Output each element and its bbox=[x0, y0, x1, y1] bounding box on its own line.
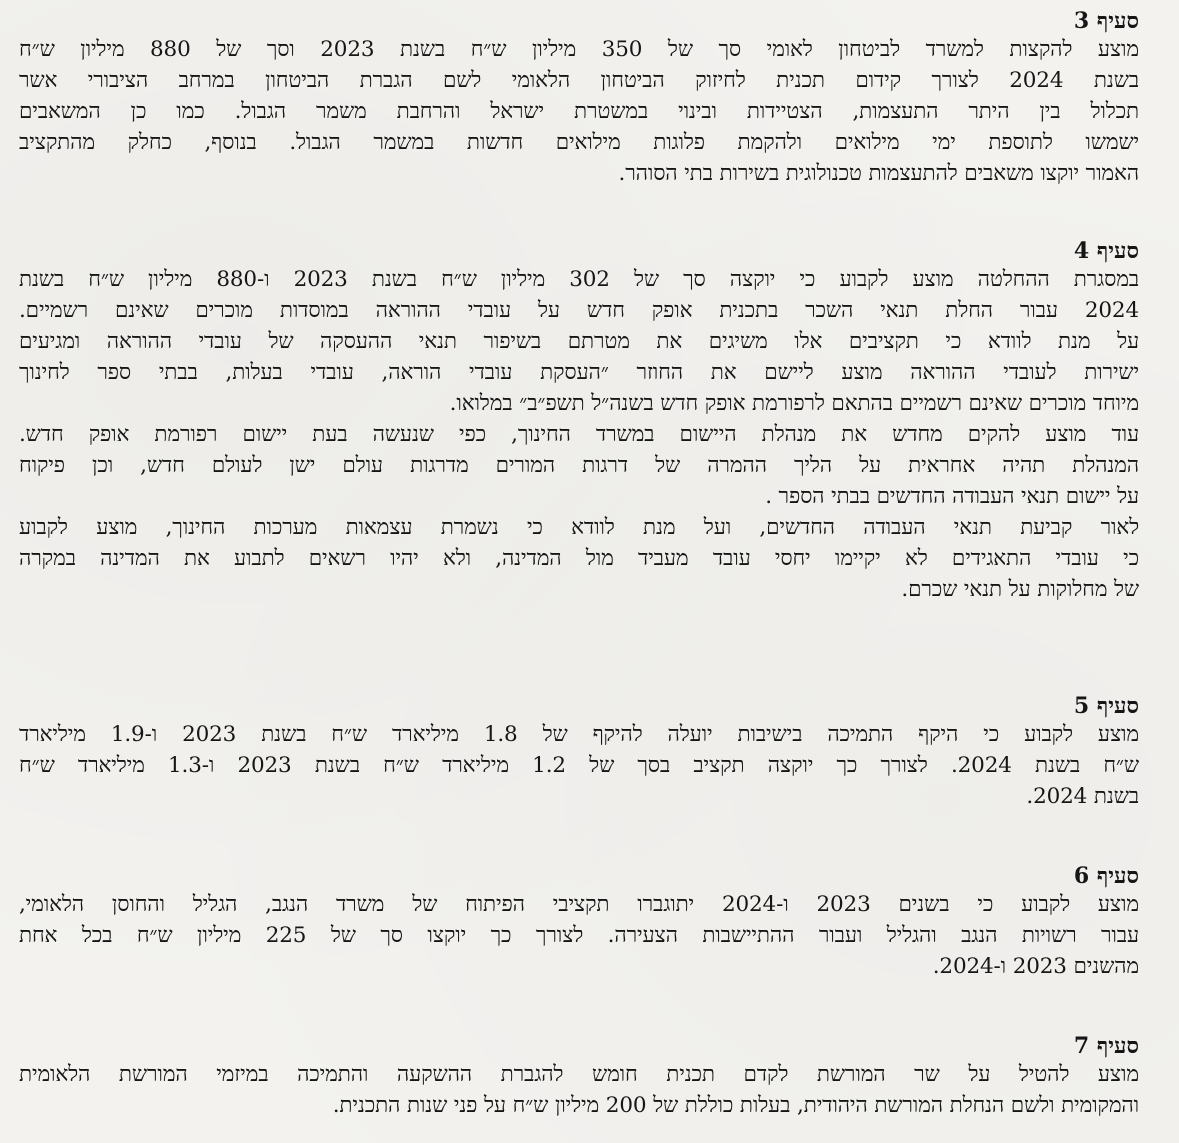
section-3 bbox=[19, 8, 1139, 189]
paragraph-line: 2024 עבור החלת תנאי השכר בתכנית אופק חדש על עובדי ההוראה במוסדות מוכרים שאינם רשמיים. bbox=[19, 298, 1139, 323]
paragraph-line: תכלול בין היתר התעצמות, הצטיידות ובינוי במשטרת ישראל והרחבת משמר הגבול. כמו כן המשאבים bbox=[19, 99, 1139, 124]
paragraph-line: מוצע להקצות למשרד לביטחון לאומי סך של 350 מיליון ש״ח בשנת 2023 וסך של 880 מיליון ש״ח bbox=[19, 37, 1139, 62]
paragraph-line: מוצע לקבוע כי היקף התמיכה בישיבות יועלה להיקף של 1.8 מיליארד ש״ח בשנת 2023 ו-1.9 מיליארד bbox=[19, 722, 1139, 747]
paragraph-line: האמור יוקצו משאבים להתעצמות טכנולוגית בשירות בתי הסוהר. bbox=[618, 161, 1139, 186]
paragraph-line: מוצע להטיל על שר המורשת לקדם תכנית חומש להגברת ההשקעה והתמיכה במיזמי המורשת הלאומית bbox=[19, 1062, 1139, 1087]
paragraph-line: ישירות לעובדי ההוראה מוצע ליישם את החוזר ״העסקת עובדי הוראה, עובדי בעלות, בבתי ספר לחינוך bbox=[19, 360, 1139, 385]
paragraph-line: במסגרת ההחלטה מוצע לקבוע כי יוקצה סך של 302 מיליון ש״ח בשנת 2023 ו-880 מיליון ש״ח בשנת bbox=[19, 267, 1139, 292]
paragraph-line: בשנת 2024 לצורך קידום תכנית לחיזוק הביטחון הלאומי לשם הגברת הביטחון במרחב הציבורי אשר bbox=[19, 68, 1139, 93]
section-5 bbox=[19, 693, 1139, 812]
paragraph-line: עבור רשויות הנגב והגליל ועבור ההתיישבות הצעירה. לצורך כך יוקצו סך של 225 מיליון ש״ח בכל אחת bbox=[19, 923, 1139, 948]
paragraph-line: ש״ח בשנת 2024. לצורך כך יוקצה תקציב בסך של 1.2 מיליארד ש״ח בשנת 2023 ו-1.3 מיליארד ש״ח bbox=[19, 753, 1139, 778]
section-7 bbox=[19, 1033, 1139, 1121]
paragraph-line: על יישום תנאי העבודה החדשים בבתי הספר . bbox=[765, 484, 1139, 509]
paragraph-line: המנהלת תהיה אחראית על הליך ההמרה של דרגות המורים מדרגות עולם ישן לעולם חדש, וכן פיקוח bbox=[19, 453, 1139, 478]
paragraph-line: כי עובדי התאגידים לא יקיימו יחסי עובד מעביד מול המדינה, ולא יהיו רשאים לתבוע את המדינה במקרה bbox=[19, 546, 1139, 571]
section-6 bbox=[19, 863, 1139, 982]
paragraph-line: בשנת 2024. bbox=[1026, 784, 1139, 809]
paragraph-line: והמקומית ולשם הנחלת המורשת היהודית, בעלות כוללת של 200 מיליון ש״ח על פני שנות התכנית. bbox=[332, 1093, 1139, 1118]
section-heading: סעיף 6 bbox=[1073, 863, 1139, 889]
paragraph-line: מוצע לקבוע כי בשנים 2023 ו-2024 יתוגברו תקציבי הפיתוח של משרד הנגב, הגליל והחוסן הלאומי, bbox=[19, 892, 1139, 917]
paragraph-line: מיוחד מוכרים שאינם רשמיים בהתאם לרפורמת אופק חדש בשנה״ל תשפ״ב״ במלואו. bbox=[449, 391, 1139, 416]
paragraph-line: לאור קביעת תנאי העבודה החדשים, ועל מנת לוודא כי נשמרת עצמאות מערכות החינוך, מוצע לקבוע bbox=[19, 515, 1139, 540]
paragraph-line: עוד מוצע להקים מחדש את מנהלת היישום במשרד החינוך, כפי שנעשה בעת יישום רפורמת אופק חדש. bbox=[19, 422, 1139, 447]
section-heading: סעיף 3 bbox=[1073, 8, 1139, 34]
paragraph-line: על מנת לוודא כי תקציבים אלו משיגים את מטרתם בשיפור תנאי ההעסקה של עובדי ההוראה ומגיעים bbox=[19, 329, 1139, 354]
section-heading: סעיף 5 bbox=[1073, 693, 1139, 719]
paragraph-line: מהשנים 2023 ו-2024. bbox=[932, 954, 1139, 979]
paragraph-line: ישמשו לתוספת ימי מילואים ולהקמת פלוגות מילואים חדשות במשמר הגבול. בנוסף, כחלק מהתקציב bbox=[19, 130, 1139, 155]
section-4 bbox=[19, 238, 1139, 605]
section-heading: סעיף 7 bbox=[1073, 1033, 1139, 1059]
section-heading: סעיף 4 bbox=[1073, 238, 1139, 264]
paragraph-line: של מחלוקות על תנאי שכרם. bbox=[901, 577, 1139, 602]
